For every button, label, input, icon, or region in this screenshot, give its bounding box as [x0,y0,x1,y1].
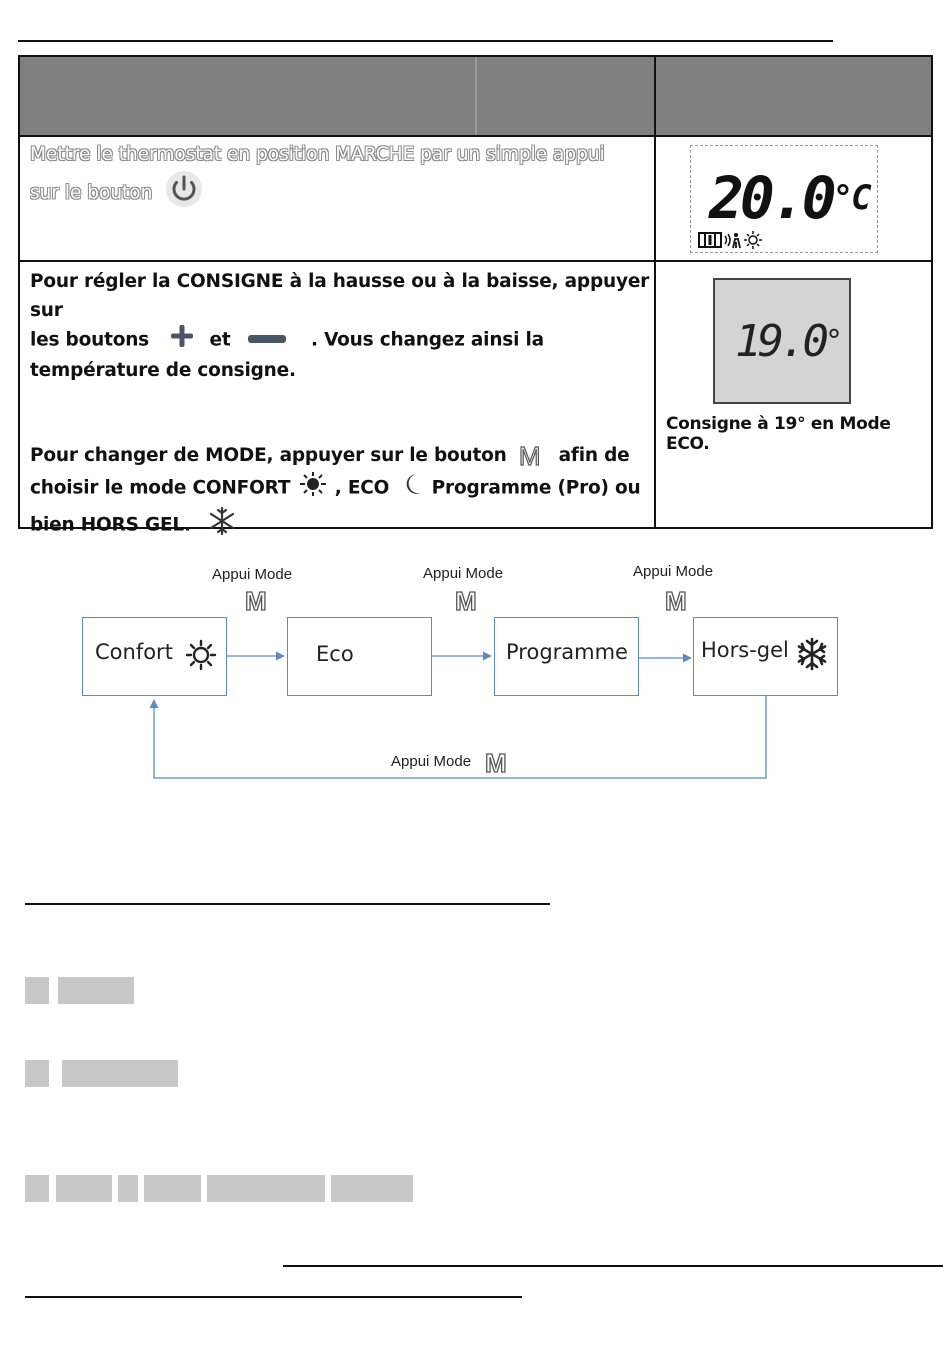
row1-line2-text: sur le bouton [30,182,153,204]
lcd1-unit: °C [832,178,870,218]
redacted-block [56,1175,112,1202]
mode-line2-c: Programme (Pro) ou [431,477,641,498]
mode-line2-b: , ECO [334,477,390,498]
lcd2-unit: ° [824,324,840,359]
redacted-block [58,977,134,1004]
appui-mode-label-1: Appui Mode [212,566,293,583]
redacted-block [118,1175,138,1202]
consigne-line2-b: et [209,329,231,351]
m-icon-2: M [455,586,477,616]
mode-box-eco [287,617,432,696]
appui-mode-label-2: Appui Mode [423,565,504,582]
redacted-block [207,1175,325,1202]
row1-line1: Mettre le thermostat en position MARCHE par un simple appui [30,144,605,165]
appui-mode-label-3: Appui Mode [633,563,714,580]
mode-line1-a: Pour changer de MODE, appuyer sur le bouton [30,445,507,466]
mode-box-horsgel [693,617,838,696]
consigne-line1: Pour régler la CONSIGNE à la hausse ou à la baisse, appuyer sur [30,271,650,321]
consigne-line2-c: . Vous changez ainsi la [311,329,544,351]
redacted-block [331,1175,413,1202]
m-button-icon: M [518,440,541,471]
consigne-line2-a: les boutons [30,329,149,351]
m-icon-1: M [245,586,267,616]
moon-icon [380,640,406,679]
consigne-line3: température de consigne. [30,360,296,381]
mode-box-confort [82,617,227,696]
mode-line1-b: afin de [558,445,630,466]
appui-mode-label-4: Appui Mode [391,753,472,770]
redacted-block [25,977,49,1004]
snowflake-icon [795,637,829,676]
lcd-caption: Consigne à 19° en Mode ECO. [666,414,891,454]
mode-label-eco: Eco [316,642,354,666]
section-rule-1 [25,903,550,905]
redacted-block [25,1060,49,1087]
mode-line3-a: bien HORS GEL. [30,514,191,535]
lcd2-value: 19.0 [735,316,825,367]
lcd1-value: 20.0 [709,164,833,232]
mode-label-confort: Confort [95,640,173,664]
section-rule-2 [283,1265,943,1267]
mode-line2-a: choisir le mode CONFORT [30,477,291,498]
redacted-block [62,1060,178,1087]
sun-icon [185,639,217,676]
redacted-block [25,1175,49,1202]
mode-label-horsgel: Hors-gel [701,638,789,662]
mode-label-programme: Programme [506,640,628,664]
m-icon-3: M [665,586,687,616]
m-icon-4: M [485,748,507,778]
mode-box-programme [494,617,639,696]
redacted-block [144,1175,201,1202]
section-rule-3 [25,1296,522,1298]
